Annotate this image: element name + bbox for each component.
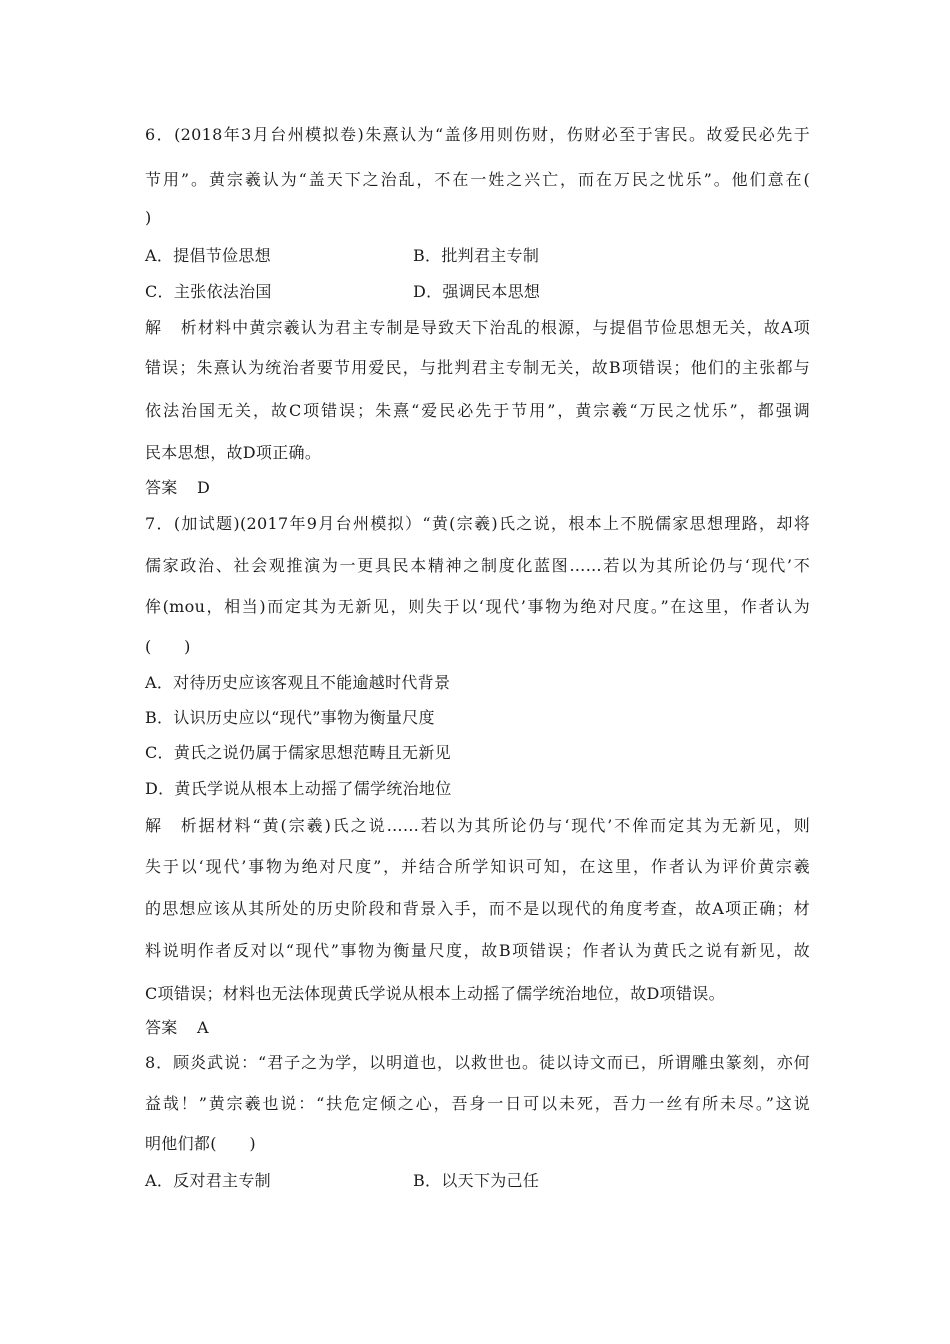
q7-analysis-line-2: 失于以‘现代’事物为绝对尺度”，并结合所学知识可知，在这里，作者认为评价黄宗羲 [145,857,810,876]
q7-analysis-line-4: 料说明作者反对以“现代”事物为衡量尺度，故B项错误；作者认为黄氏之说有新见，故 [145,941,810,960]
q8-stem-line-3: 明他们都( ) [145,1134,256,1153]
q8-option-a: A．反对君主专制 [145,1171,271,1190]
q7-analysis-label: 解析 [145,816,197,835]
q6-stem-line-1: 6．(2018年3月台州模拟卷)朱熹认为“盖侈用则伤财，伤财必至于害民。故爱民必先于 [145,125,810,144]
q7-answer-label: 答案 [145,1018,178,1037]
q7-analysis-line-3: 的思想应该从其所处的历史阶段和背景入手，而不是以现代的角度考查，故A项正确；材 [145,899,810,918]
q8-stem-line-2: 益哉！”黄宗羲也说：“扶危定倾之心，吾身一日可以未死，吾力一丝有所未尽。”这说 [145,1094,810,1113]
q7-stem-line-2: 儒家政治、社会观推演为一更具民本精神之制度化蓝图……若以为其所论仍与‘现代’不 [145,556,810,575]
q6-analysis-label: 解析 [145,318,197,337]
q7-answer-value: A [197,1018,209,1037]
q7-option-c: C．黄氏之说仍属于儒家思想范畴且无新见 [145,743,451,762]
q8-stem-line-1: 8．顾炎武说：“君子之为学，以明道也，以救世也。徒以诗文而已，所谓雕虫篆刻，亦何 [145,1053,810,1072]
q6-stem-line-2: 节用”。黄宗羲认为“盖天下之治乱，不在一姓之兴亡，而在万民之忧乐”。他们意在( [145,170,810,189]
q6-answer-label: 答案 [145,478,178,497]
q6-analysis-line-2: 错误；朱熹认为统治者要节用爱民，与批判君主专制无关，故B项错误；他们的主张都与 [145,358,810,377]
q7-answer [145,1018,810,1038]
q6-answer-value: D [197,478,211,497]
q7-analysis-text-1: 据材料“黄(宗羲)氏之说……若以为其所论仍与‘现代’不侔而定其为无新见，则 [197,816,810,835]
q7-option-d: D．黄氏学说从根本上动摇了儒学统治地位 [145,779,452,798]
q6-stem-line-3: ) [145,208,152,227]
q6-answer [145,478,810,498]
q7-analysis-line-5: C项错误；材料也无法体现黄氏学说从根本上动摇了儒学统治地位，故D项错误。 [145,984,725,1003]
q7-option-b: B．认识历史应以“现代”事物为衡量尺度 [145,708,435,727]
q6-analysis-line-1 [145,318,810,338]
q6-option-a: A．提倡节俭思想 [145,246,271,265]
q6-option-b: B．批判君主专制 [413,246,540,265]
q6-option-d: D．强调民本思想 [413,282,541,301]
q7-stem-line-4: ( ) [145,637,191,656]
q6-analysis-text-1: 材料中黄宗羲认为君主专制是导致天下治乱的根源，与提倡节俭思想无关，故A项 [197,318,810,337]
q6-analysis-line-3: 依法治国无关，故C项错误；朱熹“爱民必先于节用”，黄宗羲“万民之忧乐”，都强调 [145,401,810,420]
q6-analysis-line-4: 民本思想，故D项正确。 [145,443,322,462]
q7-stem-line-1: 7．(加试题)(2017年9月台州模拟）“黄(宗羲)氏之说，根本上不脱儒家思想理路，却将 [145,514,810,533]
q7-stem-line-3: 侔(mou，相当)而定其为无新见，则失于以‘现代’事物为绝对尺度。”在这里，作者认为 [145,597,810,616]
q7-option-a: A．对待历史应该客观且不能逾越时代背景 [145,673,451,692]
q6-option-c: C．主张依法治国 [145,282,272,301]
q8-option-b: B．以天下为己任 [413,1171,540,1190]
q7-analysis-line-1 [145,816,810,836]
